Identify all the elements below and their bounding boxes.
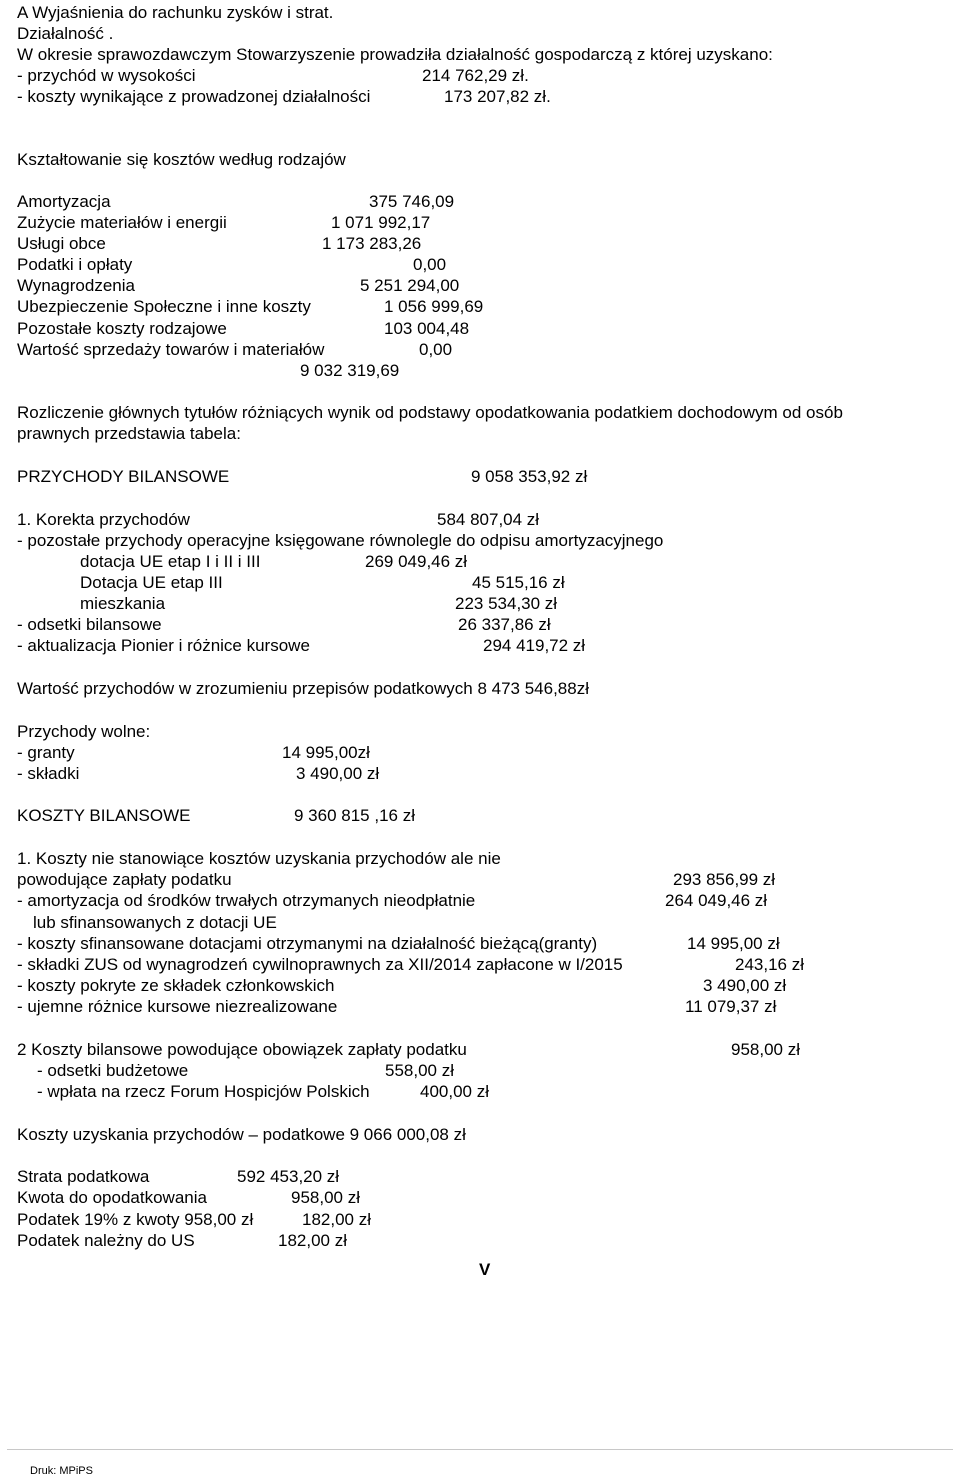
intro-paragraph: W okresie sprawozdawczym Stowarzyszenie prowadziła działalność gospodarczą z której uzyskano: <box>17 45 773 64</box>
depreciation-value: 264 049,46 zł <box>665 891 768 910</box>
grant-funded-costs-value: 14 995,00 zł <box>687 934 780 953</box>
tax-due-label: Podatek należny do US <box>17 1231 195 1250</box>
eu-grant-stage3-label: Dotacja UE etap III <box>80 573 223 592</box>
zus-contributions-label: - składki ZUS od wynagrodzeń cywilnoprawnych za XII/2014 zapłacone w I/2015 <box>17 955 623 974</box>
settlement-paragraph-line1: Rozliczenie głównych tytułów różniących wynik od podstawy opodatkowania podatkiem dochodowym od osób <box>17 403 843 422</box>
revaluation-value: 294 419,72 zł <box>483 636 586 655</box>
hospice-forum-payment-label: - wpłata na rzecz Forum Hospicjów Polskich <box>37 1082 370 1101</box>
non-deductible-costs-value: 293 856,99 zł <box>673 870 776 889</box>
cost-row-label: Pozostałe koszty rodzajowe <box>17 319 227 338</box>
cost-row-label: Amortyzacja <box>17 192 111 211</box>
taxable-costs-value: 958,00 zł <box>731 1040 800 1059</box>
cost-row-label: Ubezpieczenie Społeczne i inne koszty <box>17 297 311 316</box>
cost-row-value: 103 004,48 <box>384 319 470 338</box>
cost-row-value: 0,00 <box>413 255 447 274</box>
taxable-amount-label: Kwota do opodatkowania <box>17 1188 207 1207</box>
exempt-revenue-heading: Przychody wolne: <box>17 722 151 741</box>
cost-row-value: 0,00 <box>419 340 453 359</box>
heading-activity: Działalność . <box>17 24 114 43</box>
other-operating-revenue: - pozostałe przychody operacyjne księgowane równolegle do odpisu amortyzacyjnego <box>17 531 664 550</box>
cost-row-label: Wynagrodzenia <box>17 276 135 295</box>
depreciation-continued: lub sfinansowanych z dotacji UE <box>33 913 277 932</box>
tax-loss-label: Strata podatkowa <box>17 1167 150 1186</box>
tax-revenue-value-line: Wartość przychodów w zrozumieniu przepisów podatkowych 8 473 546,88zł <box>17 679 589 698</box>
balance-interest-value: 26 337,86 zł <box>458 615 551 634</box>
contributions-label: - składki <box>17 764 80 783</box>
taxable-amount-value: 958,00 zł <box>291 1188 360 1207</box>
balance-costs-label: KOSZTY BILANSOWE <box>17 806 191 825</box>
costs-label: - koszty wynikające z prowadzonej działalności <box>17 87 371 106</box>
balance-costs-value: 9 360 815 ,16 zł <box>294 806 415 825</box>
income-value: 214 762,29 zł. <box>422 66 529 85</box>
balance-interest-label: - odsetki bilansowe <box>17 615 162 634</box>
cost-row-value: 1 071 992,17 <box>331 213 431 232</box>
balance-revenue-value: 9 058 353,92 zł <box>471 467 588 486</box>
cost-row-label: Podatki i opłaty <box>17 255 133 274</box>
non-deductible-costs-line1: 1. Koszty nie stanowiące kosztów uzyskania przychodów ale nie <box>17 849 501 868</box>
budget-interest-label: - odsetki budżetowe <box>37 1061 189 1080</box>
grants-label: - granty <box>17 743 75 762</box>
cost-types-heading: Kształtowanie się kosztów według rodzajów <box>17 150 346 169</box>
cost-types-total: 9 032 319,69 <box>300 361 400 380</box>
contributions-value: 3 490,00 zł <box>296 764 380 783</box>
cost-row-value: 1 173 283,26 <box>322 234 422 253</box>
tax-19-value: 182,00 zł <box>302 1210 371 1229</box>
section-marker: V <box>479 1260 491 1279</box>
revenue-correction-value: 584 807,04 zł <box>437 510 540 529</box>
cost-row-label: Zużycie materiałów i energii <box>17 213 227 232</box>
tax-due-value: 182,00 zł <box>278 1231 347 1250</box>
membership-costs-label: - koszty pokryte ze składek członkowskich <box>17 976 335 995</box>
footer-divider <box>7 1449 953 1450</box>
settlement-paragraph-line2: prawnych przedstawia tabela: <box>17 424 241 443</box>
balance-revenue-label: PRZYCHODY BILANSOWE <box>17 467 230 486</box>
hospice-forum-payment-value: 400,00 zł <box>420 1082 489 1101</box>
non-deductible-costs-label: powodujące zapłaty podatku <box>17 870 232 889</box>
tax-loss-value: 592 453,20 zł <box>237 1167 340 1186</box>
cost-row-value: 5 251 294,00 <box>360 276 460 295</box>
zus-contributions-value: 243,16 zł <box>735 955 804 974</box>
cost-row-label: Wartość sprzedaży towarów i materiałów <box>17 340 325 359</box>
income-label: - przychód w wysokości <box>17 66 196 85</box>
taxable-costs-label: 2 Koszty bilansowe powodujące obowiązek zapłaty podatku <box>17 1040 467 1059</box>
heading-explanations: A Wyjaśnienia do rachunku zysków i strat. <box>17 3 334 22</box>
depreciation-label: - amortyzacja od środków trwałych otrzymanych nieodpłatnie <box>17 891 476 910</box>
tax-19-label: Podatek 19% z kwoty 958,00 zł <box>17 1210 254 1229</box>
membership-costs-value: 3 490,00 zł <box>703 976 787 995</box>
eu-grant-label: dotacja UE etap I i II i III <box>80 552 261 571</box>
apartments-value: 223 534,30 zł <box>455 594 558 613</box>
budget-interest-value: 558,00 zł <box>385 1061 454 1080</box>
apartments-label: mieszkania <box>80 594 166 613</box>
revaluation-label: - aktualizacja Pionier i różnice kursowe <box>17 636 310 655</box>
cost-row-value: 375 746,09 <box>369 192 455 211</box>
tax-deductible-costs-line: Koszty uzyskania przychodów – podatkowe 9 066 000,08 zł <box>17 1125 466 1144</box>
footer-print-label: Druk: MPiPS <box>30 1465 93 1477</box>
costs-value: 173 207,82 zł. <box>444 87 551 106</box>
cost-row-label: Usługi obce <box>17 234 106 253</box>
eu-grant-value: 269 049,46 zł <box>365 552 468 571</box>
revenue-correction-label: 1. Korekta przychodów <box>17 510 190 529</box>
fx-differences-label: - ujemne różnice kursowe niezrealizowane <box>17 997 338 1016</box>
cost-row-value: 1 056 999,69 <box>384 297 484 316</box>
eu-grant-stage3-value: 45 515,16 zł <box>472 573 565 592</box>
grant-funded-costs-label: - koszty sfinansowane dotacjami otrzymanymi na działalność bieżącą(granty) <box>17 934 598 953</box>
fx-differences-value: 11 079,37 zł <box>685 997 777 1016</box>
grants-value: 14 995,00zł <box>282 743 370 762</box>
